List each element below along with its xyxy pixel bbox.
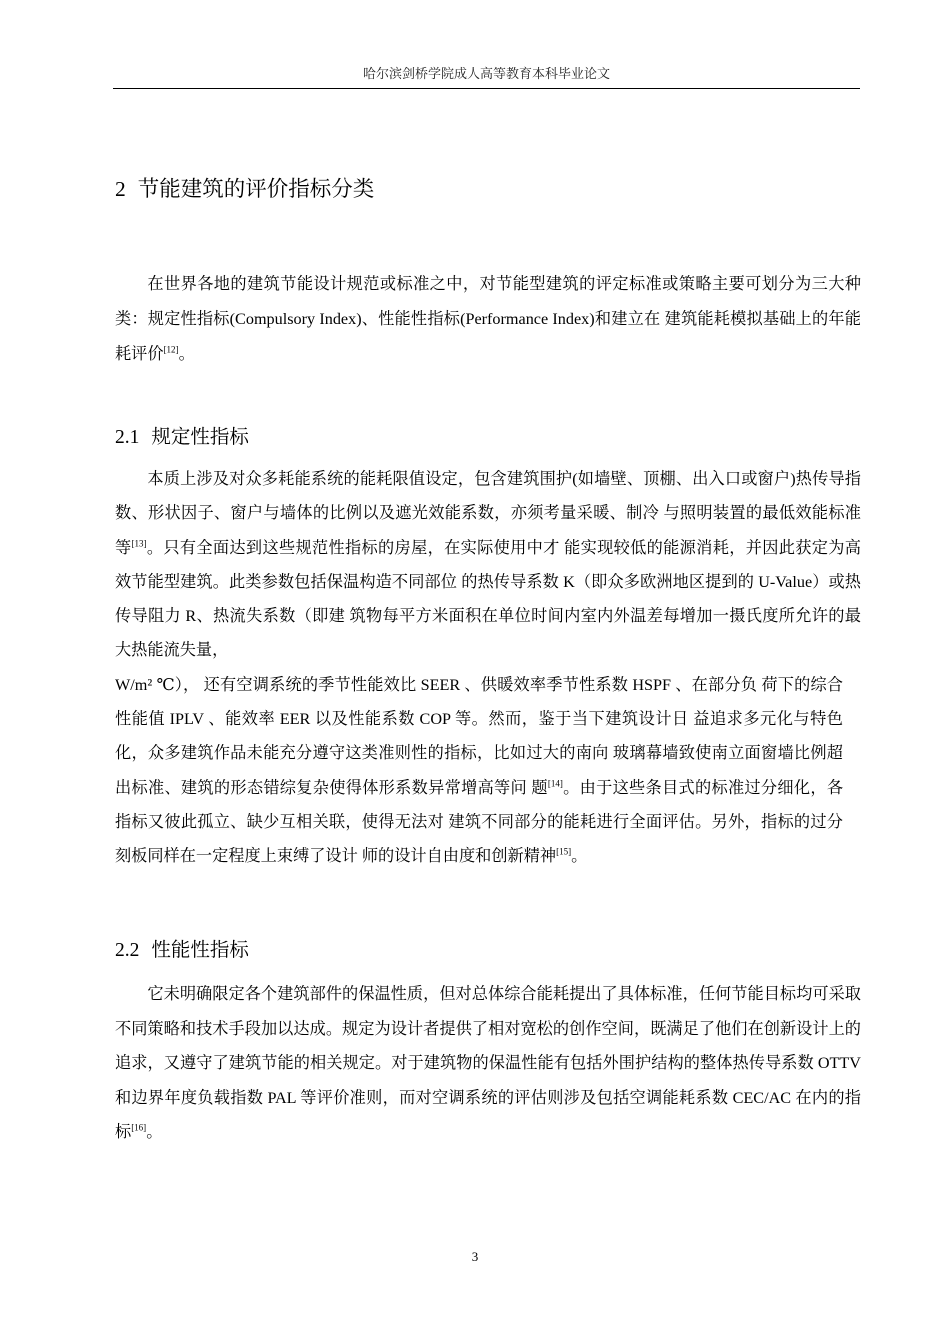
chapter-title: 节能建筑的评价指标分类 <box>137 177 375 202</box>
paragraph-text: 。 <box>146 1123 163 1141</box>
chapter-heading <box>115 174 374 205</box>
intro-end: 。 <box>178 345 195 363</box>
citation-ref: [13] <box>131 538 147 549</box>
intro-text: 在世界各地的建筑节能设计规范或标准之中，对节能型建筑的评定标准或策略主要可划分为三大种类：规定性指标(Compulsory Index)、性能性指标(Performance Index)和建立在 建筑能耗模拟基础上的年能耗评价 <box>115 275 861 363</box>
paragraph-text: 本质上涉及对众多耗能系统的能耗限值设定，包含建筑围护(如墙壁、顶棚、出入口或窗户)热传导指数、形状因子、窗户与墙体的比例以及遮光效能系数，亦须考量采暖、制冷 与照明装置的最低效能标准等 <box>115 470 861 557</box>
citation-ref: [16] <box>131 1122 147 1133</box>
citation-ref: [12] <box>163 344 179 355</box>
section-2-2-body <box>115 977 861 1150</box>
section-heading-2-1 <box>115 423 249 452</box>
paragraph-text: 。只有全面达到这些规范性指标的房屋，在实际使用中才 能实现较低的能源消耗，并因此获定为高效节能型建筑。此类参数包括保温构造不同部位 的热传导系数 K（即众多欧洲地区提到的 U-Value）或热传导阻力 R、热流失系数（即建 筑物每平方米面积在单位时间内室内外温差每增加一摄氏度所允许的最大热能流失量， <box>115 538 861 660</box>
intro-paragraph <box>115 267 861 372</box>
paragraph-text: 它未明确限定各个建筑部件的保温性质，但对总体综合能耗提出了具体标准，任何节能目标均可采取不同策略和技术手段加以达成。规定为设计者提供了相对宽松的创作空间，既满足了他们在创新设计上的追求，又遵守了建筑节能的相关规定。对于建筑物的保温性能有包括外围护结构的整体热传导系数 OTTV 和边界年度负载指数 PAL 等评价准则，而对空调系统的评估则涉及包括空调能耗系数 CEC/AC 在内的指标 <box>115 985 861 1141</box>
citation-ref: [15] <box>556 846 572 857</box>
header-divider <box>113 88 860 89</box>
paragraph-text: 。由于这些条目式的标准过分细化，各指标又彼此孤立、缺少互相关联，使得无法对 建筑不同部分的能耗进行全面评估。另外，指标的过分刻板同样在一定程度上束缚了设计 师的设计自由度和创新精神 <box>115 778 844 866</box>
chapter-number: 2 <box>115 177 126 201</box>
running-header: 哈尔滨剑桥学院成人高等教育本科毕业论文 <box>362 67 610 82</box>
section-2-1-body <box>115 462 861 874</box>
section-number: 2.2 <box>115 940 140 961</box>
paragraph-text: 。 <box>571 847 588 866</box>
page-number: 3 <box>471 1249 479 1264</box>
section-title: 规定性指标 <box>151 425 249 448</box>
section-title: 性能性指标 <box>151 938 249 961</box>
citation-ref: [14] <box>547 778 563 789</box>
paragraph-text: W/m² ℃）， 还有空调系统的季节性能效比 SEER 、供暖效率季节性系数 HSPF 、在部分负 荷下的综合性能值 IPLV 、能效率 EER 以及性能系数 COP 等。然而，鉴于当下建筑设计日 益追求多元化与特色化，众多建筑作品未能充分遵守这类准则性的指标，比如过大的南向 玻璃幕墙致使南立面窗墙比例超出标准、建筑的形态错综复杂使得体形系数异常增高等问 题 <box>115 675 843 797</box>
section-number: 2.1 <box>115 427 140 448</box>
section-heading-2-2 <box>115 936 249 965</box>
